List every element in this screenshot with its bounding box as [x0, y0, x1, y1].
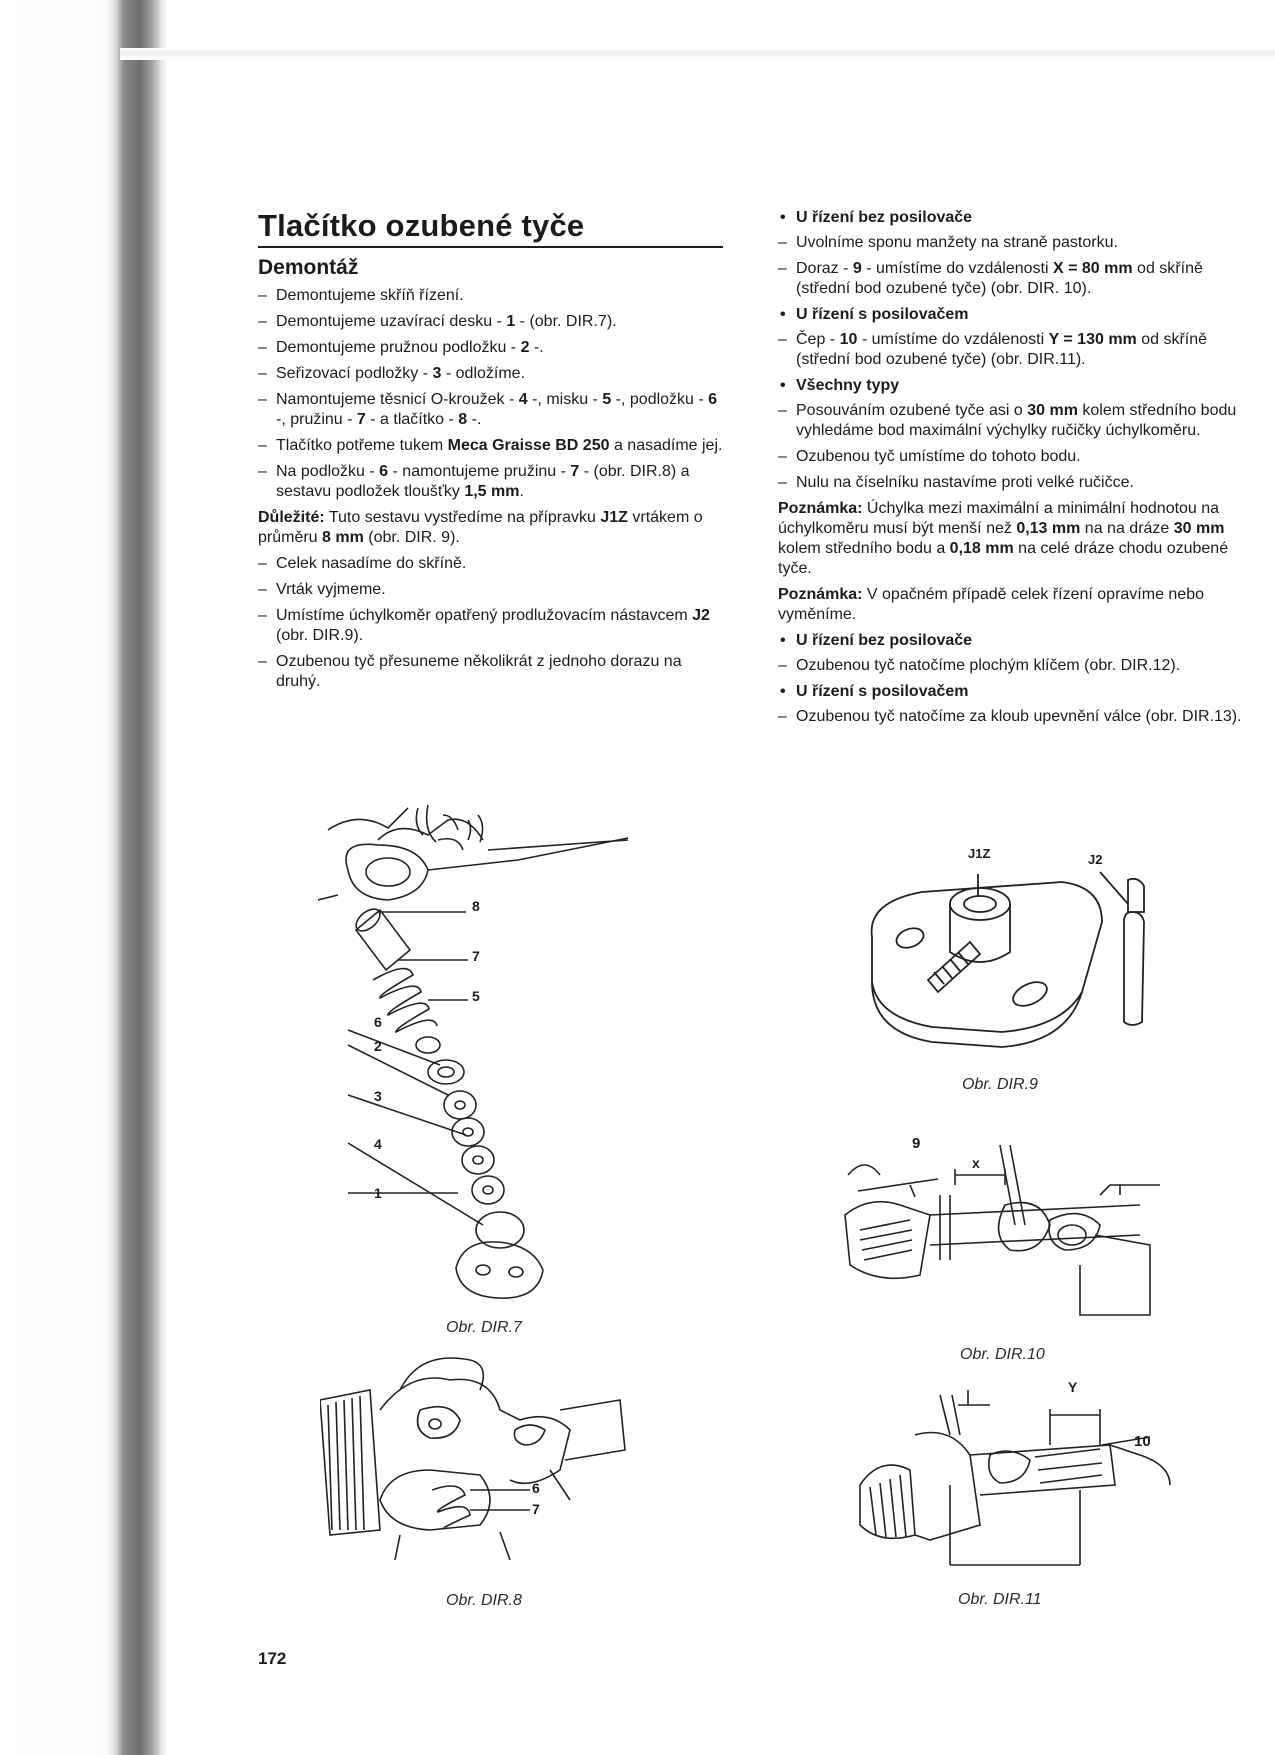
body-text: - umístíme do vzdálenosti [861, 260, 1053, 277]
body-text: U řízení bez posilovače [796, 209, 973, 226]
instruction-step [258, 652, 723, 692]
figure-dir7-caption: Obr. DIR.7 [446, 1319, 522, 1336]
emphasis-text: Y = 130 mm [1048, 331, 1137, 348]
dir7-label-3: 3 [374, 1088, 382, 1104]
figure-dir9-caption: Obr. DIR.9 [962, 1076, 1038, 1093]
emphasis-text: 4 [518, 391, 528, 408]
instruction-step [778, 707, 1244, 727]
body-text: V opačném případě celek řízení opravíme nebo vyměníme. [778, 586, 1204, 623]
emphasis-text: 6 [708, 391, 718, 408]
instruction-step [778, 330, 1244, 370]
body-text: Čep - [796, 331, 840, 348]
body-text: Ozubenou tyč natočíme plochým klíčem (obr. DIR.12). [796, 657, 1181, 674]
body-text: Vrták vyjmeme. [276, 581, 386, 598]
body-text: Seřizovací podložky - [276, 365, 433, 382]
page-binding-edge [0, 0, 168, 1755]
note-label: Poznámka: [778, 586, 863, 603]
body-text: -, podložku - [611, 391, 709, 408]
body-text: . [519, 483, 524, 500]
body-text: Tuto sestavu vystředíme na přípravku [324, 509, 601, 526]
right-instructions [778, 208, 1244, 727]
page-number: 172 [258, 1649, 287, 1668]
instruction-step [258, 338, 723, 358]
instruction-step [258, 364, 723, 384]
figure-dir8-drawing [320, 1350, 660, 1565]
emphasis-text: J2 [692, 607, 710, 624]
instruction-step [258, 554, 723, 574]
body-text: Ozubenou tyč natočíme za kloub upevnění válce (obr. DIR.13). [796, 708, 1242, 725]
dir7-label-7: 7 [472, 948, 480, 964]
figure-dir11 [840, 1375, 1180, 1575]
subsection-bullet [778, 682, 1244, 702]
body-text: - umístíme do vzdálenosti [857, 331, 1049, 348]
body-text: - (obr. DIR.7). [515, 313, 617, 330]
dir7-label-2: 2 [374, 1038, 382, 1054]
instruction-step [778, 233, 1244, 253]
body-text: Nulu na číselníku nastavíme proti velké ručičce. [796, 474, 1134, 491]
figure-dir10-drawing [840, 1135, 1170, 1320]
body-text: Namontujeme těsnicí O-kroužek - [276, 391, 519, 408]
instruction-step [778, 259, 1244, 299]
body-text: U řízení s posilovačem [796, 683, 969, 700]
body-text: Uvolníme sponu manžety na straně pastorku. [796, 234, 1118, 251]
figure-dir11-drawing [840, 1375, 1180, 1575]
emphasis-text: 9 [852, 260, 862, 277]
subsection-bullet [778, 305, 1244, 325]
body-text: na celé dráze chodu ozubené tyče. [778, 540, 1229, 577]
instruction-step [778, 473, 1244, 493]
body-text: vrtákem o průměru [258, 509, 703, 546]
body-text: Na podložku - [276, 463, 380, 480]
emphasis-text: 5 [602, 391, 612, 408]
emphasis-text: J1Z [600, 509, 628, 526]
note-label: Poznámka: [778, 500, 863, 517]
instruction-step [258, 462, 723, 502]
dir8-label-6: 6 [532, 1480, 540, 1496]
emphasis-text: Meca Graisse BD 250 [447, 437, 610, 454]
emphasis-text: 0,13 mm [1016, 520, 1081, 537]
body-text: kolem středního bodu a [778, 540, 950, 557]
instruction-step [258, 312, 723, 332]
body-text: Celek nasadíme do skříně. [276, 555, 467, 572]
page-top-edge [120, 48, 1275, 60]
body-text: - odložíme. [441, 365, 526, 382]
emphasis-text: 1 [506, 313, 516, 330]
instruction-step [258, 286, 723, 306]
figure-dir7 [318, 800, 658, 1300]
body-text: Demontujeme pružnou podložku - [276, 339, 521, 356]
body-text: - (obr. DIR.8) a sestavu podložek tloušťky [276, 463, 690, 500]
figure-dir9 [862, 842, 1182, 1052]
body-text: Demontujeme skříň řízení. [276, 287, 464, 304]
body-text: Demontujeme uzavírací desku - [276, 313, 507, 330]
instruction-step [258, 390, 723, 430]
dir9-label-j2: J2 [1088, 852, 1103, 867]
dir8-label-7: 7 [532, 1501, 540, 1517]
body-text: od skříně (střední bod ozubené tyče) (obr. DIR.11). [796, 331, 1208, 368]
right-column [778, 208, 1244, 733]
emphasis-text: 3 [432, 365, 442, 382]
body-text: Umístíme úchylkoměr opatřený prodlužovacím nástavcem [276, 607, 693, 624]
left-instructions [258, 286, 723, 692]
dir10-label-9: 9 [912, 1135, 921, 1152]
body-text: - a tlačítko - [365, 411, 459, 428]
body-text: U řízení s posilovačem [796, 306, 969, 323]
dir7-label-1: 1 [374, 1185, 382, 1201]
dir7-label-8: 8 [472, 898, 480, 914]
body-text: Doraz - [796, 260, 853, 277]
emphasis-text: 0,18 mm [949, 540, 1014, 557]
dir10-label-x: x [972, 1155, 980, 1171]
emphasis-text: 1,5 mm [464, 483, 520, 500]
instruction-step [778, 401, 1244, 441]
emphasis-text: 8 [458, 411, 468, 428]
emphasis-text: 6 [379, 463, 389, 480]
body-text: kolem středního bodu vyhledáme bod maximální výchylky ručičky úchylkoměru. [796, 402, 1237, 439]
body-text: U řízení bez posilovače [796, 632, 973, 649]
dir9-label-j1z: J1Z [968, 846, 991, 861]
body-text: -, misku - [527, 391, 603, 408]
note-paragraph [778, 585, 1244, 625]
subsection-bullet [778, 631, 1244, 651]
body-text: (obr. DIR. 9). [363, 529, 460, 546]
figure-dir7-drawing [318, 800, 658, 1300]
body-text: Všechny typy [796, 377, 900, 394]
dir7-label-4: 4 [374, 1136, 382, 1152]
emphasis-text: 30 mm [1173, 520, 1225, 537]
body-text: -. [529, 339, 544, 356]
body-text: od skříně (střední bod ozubené tyče) (obr. DIR. 10). [796, 260, 1203, 297]
subsection-bullet [778, 208, 1244, 228]
dir7-label-6: 6 [374, 1014, 382, 1030]
figure-dir10-caption: Obr. DIR.10 [960, 1346, 1045, 1363]
section-heading: Demontáž [258, 256, 359, 279]
emphasis-text: 7 [356, 411, 366, 428]
body-text: - namontujeme pružinu - [388, 463, 571, 480]
figure-dir8 [320, 1350, 660, 1565]
body-text: -, pružinu - [276, 411, 357, 428]
figure-dir8-caption: Obr. DIR.8 [446, 1592, 522, 1609]
note-paragraph [778, 499, 1244, 579]
emphasis-text: 30 mm [1027, 402, 1078, 419]
figure-dir10 [840, 1135, 1170, 1320]
body-text: Úchylka mezi maximální a minimální hodnotou na úchylkoměru musí být menší než [778, 500, 1220, 537]
instruction-step [778, 447, 1244, 467]
page-title: Tlačítko ozubené tyče [258, 208, 723, 248]
body-text: Posouváním ozubené tyče asi o [796, 402, 1028, 419]
body-text: Ozubenou tyč přesuneme několikrát z jednoho dorazu na druhý. [276, 653, 682, 690]
body-text: Ozubenou tyč umístíme do tohoto bodu. [796, 448, 1081, 465]
body-text: -. [467, 411, 482, 428]
dir11-label-10: 10 [1134, 1433, 1151, 1450]
dir7-label-5: 5 [472, 988, 480, 1004]
note-paragraph [258, 508, 723, 548]
note-label: Důležité: [258, 509, 325, 526]
left-column [258, 208, 723, 698]
body-text: na na dráze [1080, 520, 1174, 537]
dir11-label-y: Y [1068, 1379, 1078, 1395]
instruction-step [258, 580, 723, 600]
emphasis-text: 2 [520, 339, 530, 356]
figure-dir11-caption: Obr. DIR.11 [958, 1591, 1042, 1608]
emphasis-text: 7 [570, 463, 580, 480]
subsection-bullet [778, 376, 1244, 396]
body-text: Tlačítko potřeme tukem [276, 437, 448, 454]
body-text: (obr. DIR.9). [276, 627, 364, 644]
emphasis-text: 8 mm [322, 529, 364, 546]
emphasis-text: X = 80 mm [1053, 260, 1133, 277]
instruction-step [258, 436, 723, 456]
instruction-step [778, 656, 1244, 676]
instruction-step [258, 606, 723, 646]
emphasis-text: 10 [839, 331, 858, 348]
figure-dir9-drawing [862, 842, 1182, 1052]
body-text: a nasadíme jej. [609, 437, 723, 454]
